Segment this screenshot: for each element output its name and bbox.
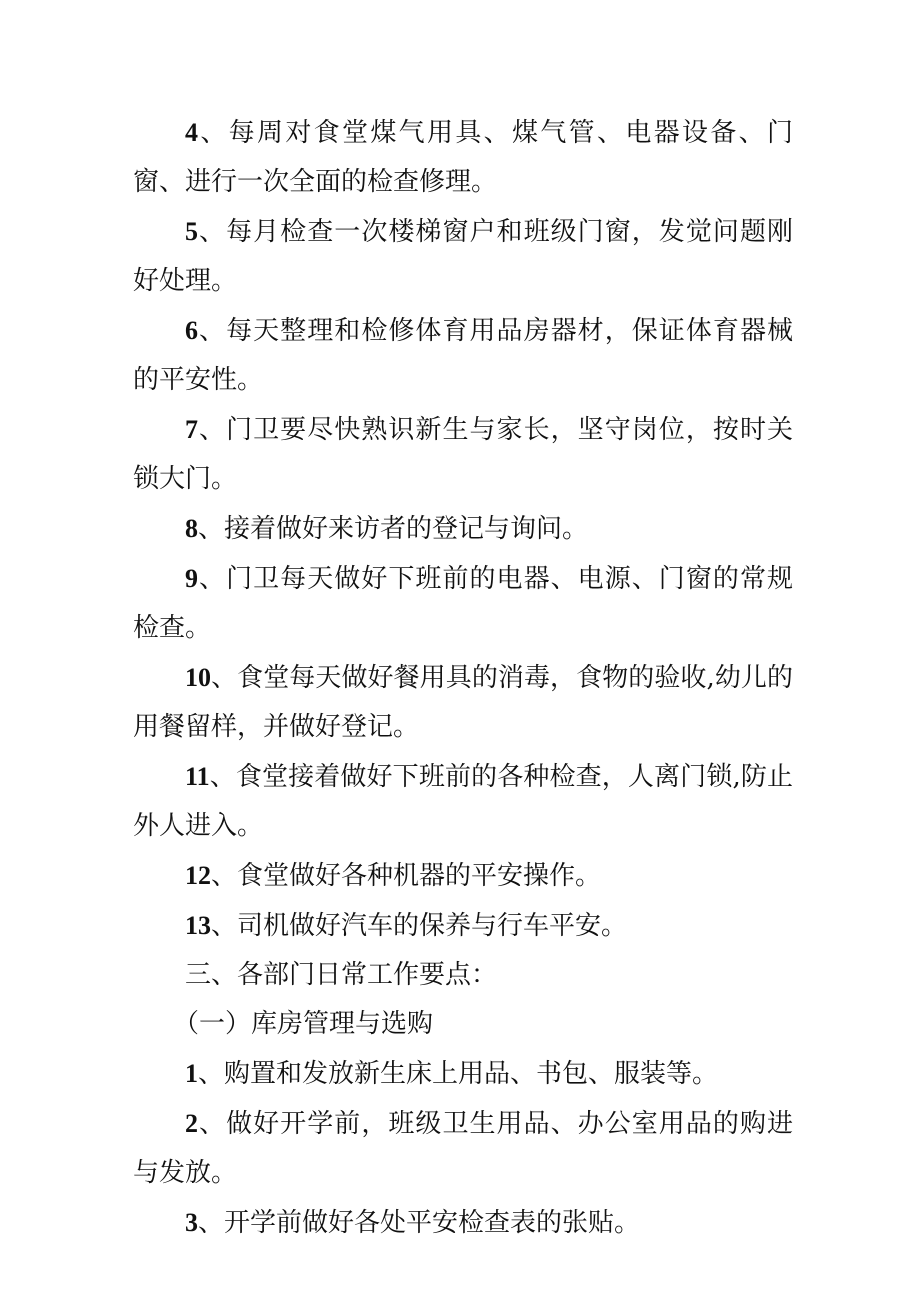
- paragraph-item-5: [133, 207, 793, 306]
- paragraph-text: 、接着做好来访者的登记与询问。: [198, 514, 589, 544]
- item-number: 1: [185, 1059, 198, 1088]
- paragraph-text: 、每周对食堂煤气用具、煤气管、电器设备、门窗、进行一次全面的检查修理。: [133, 118, 793, 197]
- paragraph-text: 、做好开学前，班级卫生用品、办公室用品的购进与发放。: [133, 1109, 793, 1188]
- paragraph-item-12: [133, 851, 793, 901]
- item-number: 3: [185, 1208, 198, 1237]
- item-number: 8: [185, 514, 198, 543]
- item-number: 10: [185, 663, 211, 692]
- paragraph-item-4: [133, 108, 793, 207]
- paragraph-text: 、司机做好汽车的保养与行车平安。: [211, 911, 628, 941]
- paragraph-text: 、食堂每天做好餐用具的消毒，食物的验收,幼儿的用餐留样，并做好登记。: [133, 663, 793, 742]
- section-heading-text: 三、各部门日常工作要点：: [185, 960, 498, 990]
- paragraph-text: 、门卫每天做好下班前的电器、电源、门窗的常规检查。: [133, 564, 793, 643]
- paragraph-text: 、食堂做好各种机器的平安操作。: [211, 861, 602, 891]
- paragraph-item-8: [133, 504, 793, 554]
- paragraph-text: 、购置和发放新生床上用品、书包、服装等。: [198, 1059, 719, 1089]
- paragraph-item-9: [133, 554, 793, 653]
- item-number: 6: [185, 316, 198, 345]
- paragraph-text: 、每天整理和检修体育用品房器材，保证体育器械的平安性。: [133, 316, 793, 395]
- paragraph-item-2: [133, 1099, 793, 1198]
- paragraph-item-1: [133, 1049, 793, 1099]
- paragraph-text: 、门卫要尽快熟识新生与家长，坚守岗位，按时关锁大门。: [133, 415, 793, 494]
- item-number: 11: [185, 762, 210, 791]
- item-number: 7: [185, 415, 198, 444]
- item-number: 12: [185, 861, 211, 890]
- subsection-heading: [133, 1000, 793, 1049]
- paragraph-text: 、食堂接着做好下班前的各种检查，人离门锁,防止外人进入。: [133, 762, 793, 841]
- paragraph-item-3: [133, 1198, 793, 1248]
- paragraph-text: 、开学前做好各处平安检查表的张贴。: [198, 1208, 641, 1238]
- paragraph-item-11: [133, 752, 793, 851]
- item-number: 13: [185, 911, 211, 940]
- section-heading: [133, 951, 793, 1000]
- item-number: 5: [185, 217, 198, 246]
- item-number: 2: [185, 1109, 198, 1138]
- paragraph-item-10: [133, 653, 793, 752]
- subsection-heading-text: （一）库房管理与选购: [173, 1009, 434, 1039]
- item-number: 9: [185, 564, 198, 593]
- paragraph-text: 、每月检查一次楼梯窗户和班级门窗，发觉问题刚好处理。: [133, 217, 793, 296]
- paragraph-item-7: [133, 405, 793, 504]
- document-body: [133, 108, 793, 1248]
- paragraph-item-6: [133, 306, 793, 405]
- item-number: 4: [185, 118, 198, 147]
- paragraph-item-13: [133, 901, 793, 951]
